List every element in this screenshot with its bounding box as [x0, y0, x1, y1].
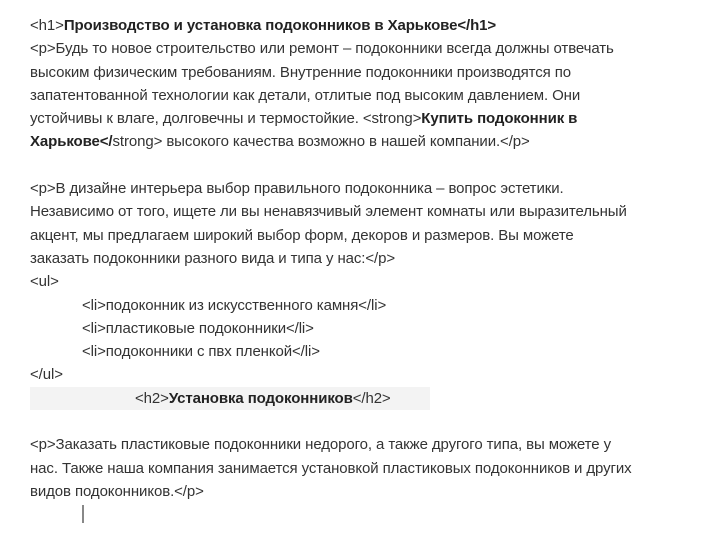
h1-line — [30, 14, 691, 37]
paragraph-1-line-2: высоким физическим требованиям. Внутренние подоконники производятся по — [30, 63, 571, 81]
paragraph-1-line-4 — [30, 107, 691, 130]
empty-line — [30, 410, 691, 433]
paragraph-2-line-3: акцент, мы предлагаем широкий выбор форм, декоров и размеров. Вы можете — [30, 226, 574, 244]
strong-text-part-1: Купить подоконник в — [421, 110, 578, 128]
text-cursor — [82, 505, 84, 523]
strong-open-tag: устойчивы к влаге, долговечны и термостойкие. <strong> — [30, 110, 422, 128]
list-item: <li>пластиковые подоконники</li> — [82, 319, 314, 337]
paragraph-1-line-5 — [30, 130, 691, 153]
paragraph-1-line-3: запатентованной технологии как детали, отлитые под высоким давлением. Они — [30, 86, 581, 104]
h2-line — [30, 387, 431, 410]
paragraph-3-line-1: <p>Заказать пластиковые подоконники недорого, а также другого типа, вы можете у — [30, 436, 611, 454]
h2-text: Установка подоконников — [168, 389, 353, 407]
h2-open-tag: <h2> — [135, 389, 169, 407]
list-item: <li>подоконник из искусственного камня</li> — [82, 296, 387, 314]
paragraph-3-line-3: видов подоконников.</p> — [30, 482, 204, 500]
paragraph-3-line-2: нас. Также наша компания занимается установкой пластиковых подоконников и других — [30, 459, 632, 477]
h1-text: Производство и установка подоконников в Харькове</h1> — [63, 17, 497, 34]
ul-open-tag: <ul> — [30, 273, 59, 291]
paragraph-2-line-1: <p>В дизайне интерьера выбор правильного подоконника – вопрос эстетики. — [30, 180, 564, 198]
paragraph-2-line-2: Независимо от того, ищете ли вы ненавязчивый элемент комнаты или выразительный — [30, 203, 627, 221]
paragraph-1-tail: strong> высокого качества возможно в нашей компании.</p> — [112, 133, 530, 151]
list-item: <li>подоконники с пвх пленкой</li> — [82, 343, 320, 361]
paragraph-1-line-1: <p>Будь то новое строительство или ремонт – подоконники всегда должны отвечать — [30, 40, 614, 58]
ul-close-tag: </ul> — [30, 366, 63, 384]
h2-close-tag: </h2> — [352, 389, 391, 407]
strong-text-part-2: Харькове</ — [30, 133, 113, 151]
h1-open-tag: <h1> — [30, 17, 64, 34]
paragraph-2-line-4: заказать подоконники разного вида и типа у нас:</p> — [30, 249, 395, 267]
empty-line — [30, 154, 691, 177]
